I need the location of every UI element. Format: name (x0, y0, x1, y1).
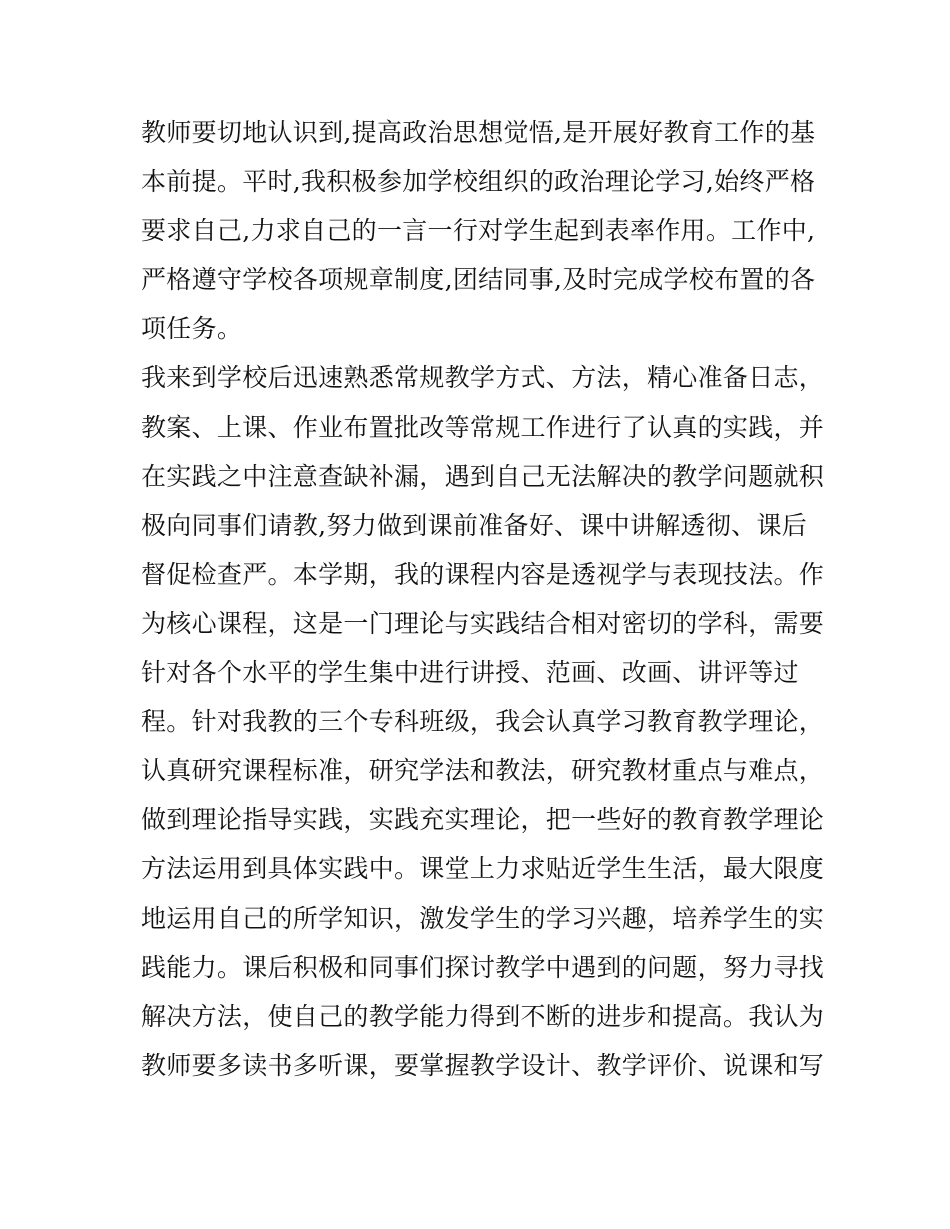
text-line: 解决方法，使自己的教学能力得到不断的进步和提高。我认为 (141, 1001, 825, 1031)
text-line: 在实践之中注意查缺补漏，遇到自己无法解决的教学问题就积 (141, 461, 825, 491)
body-text (141, 108, 825, 1090)
text-line: 方法运用到具体实践中。课堂上力求贴近学生生活，最大限度 (141, 854, 825, 884)
text-line: 要求自己,力求自己的一言一行对学生起到表率作用。工作中, (141, 216, 816, 246)
text-line: 我来到学校后迅速熟悉常规教学方式、方法，精心准备日志， (141, 363, 825, 393)
text-line: 做到理论指导实践，实践充实理论，把一些好的教育教学理论 (141, 805, 825, 835)
text-line: 项任务。 (141, 314, 243, 344)
text-line: 教案、上课、作业布置批改等常规工作进行了认真的实践，并 (141, 412, 825, 442)
text-line: 针对各个水平的学生集中进行讲授、范画、改画、讲评等过 (141, 658, 799, 688)
text-line: 本前提。平时,我积极参加学校组织的政治理论学习,始终严格 (141, 167, 816, 197)
text-line: 督促检查严。本学期，我的课程内容是透视学与表现技法。作 (141, 559, 825, 589)
text-line: 程。针对我教的三个专科班级，我会认真学习教育教学理论， (141, 707, 825, 737)
text-line: 教师要多读书多听课，要掌握教学设计、教学评价、说课和写 (141, 1050, 825, 1080)
text-line: 践能力。课后积极和同事们探讨教学中遇到的问题，努力寻找 (141, 952, 825, 982)
text-line: 严格遵守学校各项规章制度,团结同事,及时完成学校布置的各 (141, 265, 816, 295)
text-line: 极向同事们请教,努力做到课前准备好、课中讲解透彻、课后 (141, 510, 808, 540)
text-line: 地运用自己的所学知识，激发学生的学习兴趣，培养学生的实 (141, 903, 825, 933)
text-line: 教师要切地认识到,提高政治思想觉悟,是开展好教育工作的基 (141, 118, 816, 147)
text-line: 为核心课程，这是一门理论与实践结合相对密切的学科，需要 (141, 608, 825, 638)
text-line: 认真研究课程标准，研究学法和教法，研究教材重点与难点， (141, 756, 825, 786)
